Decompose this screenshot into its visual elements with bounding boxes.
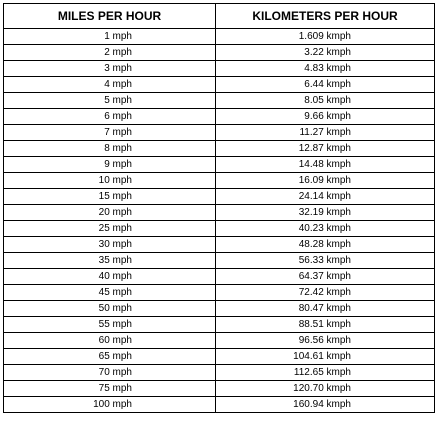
mph-cell: 45 mph <box>4 285 216 301</box>
kmph-cell: 12.87 kmph <box>216 141 435 157</box>
table-row <box>4 29 435 45</box>
table-row <box>4 333 435 349</box>
mph-cell: 65 mph <box>4 349 216 365</box>
kmph-cell: 11.27 kmph <box>216 125 435 141</box>
mph-cell: 5 mph <box>4 93 216 109</box>
kmph-cell: 9.66 kmph <box>216 109 435 125</box>
conversion-table <box>3 3 435 413</box>
table-row <box>4 269 435 285</box>
table-row <box>4 349 435 365</box>
table-row <box>4 397 435 413</box>
table-row <box>4 125 435 141</box>
mph-cell: 7 mph <box>4 125 216 141</box>
kmph-cell: 24.14 kmph <box>216 189 435 205</box>
mph-cell: 60 mph <box>4 333 216 349</box>
header-kilometers-per-hour: KILOMETERS PER HOUR <box>216 4 435 29</box>
mph-cell: 3 mph <box>4 61 216 77</box>
kmph-cell: 104.61 kmph <box>216 349 435 365</box>
mph-cell: 9 mph <box>4 157 216 173</box>
mph-cell: 55 mph <box>4 317 216 333</box>
kmph-cell: 14.48 kmph <box>216 157 435 173</box>
mph-cell: 20 mph <box>4 205 216 221</box>
table-row <box>4 109 435 125</box>
kmph-cell: 88.51 kmph <box>216 317 435 333</box>
kmph-cell: 40.23 kmph <box>216 221 435 237</box>
table-row <box>4 237 435 253</box>
kmph-cell: 80.47 kmph <box>216 301 435 317</box>
table-row <box>4 93 435 109</box>
table-row <box>4 157 435 173</box>
table-row <box>4 173 435 189</box>
kmph-cell: 6.44 kmph <box>216 77 435 93</box>
table-row <box>4 221 435 237</box>
mph-cell: 100 mph <box>4 397 216 413</box>
mph-cell: 40 mph <box>4 269 216 285</box>
header-row <box>4 4 435 29</box>
table-row <box>4 45 435 61</box>
mph-cell: 8 mph <box>4 141 216 157</box>
mph-cell: 75 mph <box>4 381 216 397</box>
kmph-cell: 56.33 kmph <box>216 253 435 269</box>
kmph-cell: 64.37 kmph <box>216 269 435 285</box>
mph-cell: 4 mph <box>4 77 216 93</box>
table-row <box>4 317 435 333</box>
kmph-cell: 112.65 kmph <box>216 365 435 381</box>
kmph-cell: 4.83 kmph <box>216 61 435 77</box>
table-row <box>4 301 435 317</box>
table-row <box>4 253 435 269</box>
kmph-cell: 32.19 kmph <box>216 205 435 221</box>
table-row <box>4 77 435 93</box>
kmph-cell: 8.05 kmph <box>216 93 435 109</box>
table-row <box>4 141 435 157</box>
kmph-cell: 1.609 kmph <box>216 29 435 45</box>
mph-cell: 10 mph <box>4 173 216 189</box>
table-row <box>4 61 435 77</box>
mph-cell: 2 mph <box>4 45 216 61</box>
kmph-cell: 160.94 kmph <box>216 397 435 413</box>
mph-cell: 25 mph <box>4 221 216 237</box>
mph-cell: 70 mph <box>4 365 216 381</box>
mph-cell: 50 mph <box>4 301 216 317</box>
table-row <box>4 381 435 397</box>
mph-cell: 35 mph <box>4 253 216 269</box>
mph-cell: 30 mph <box>4 237 216 253</box>
table-row <box>4 285 435 301</box>
kmph-cell: 48.28 kmph <box>216 237 435 253</box>
kmph-cell: 3.22 kmph <box>216 45 435 61</box>
table-row <box>4 365 435 381</box>
kmph-cell: 16.09 kmph <box>216 173 435 189</box>
kmph-cell: 96.56 kmph <box>216 333 435 349</box>
mph-cell: 1 mph <box>4 29 216 45</box>
kmph-cell: 120.70 kmph <box>216 381 435 397</box>
table-body <box>4 29 435 413</box>
table-row <box>4 205 435 221</box>
kmph-cell: 72.42 kmph <box>216 285 435 301</box>
mph-cell: 15 mph <box>4 189 216 205</box>
header-miles-per-hour: MILES PER HOUR <box>4 4 216 29</box>
mph-cell: 6 mph <box>4 109 216 125</box>
table-row <box>4 189 435 205</box>
